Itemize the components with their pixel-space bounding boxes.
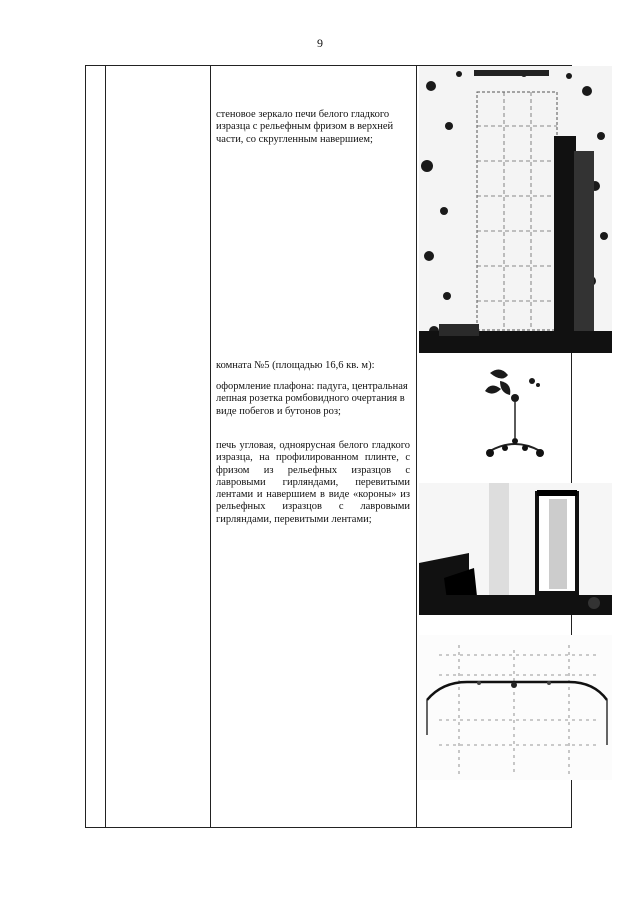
column-divider	[105, 66, 106, 827]
column-divider	[210, 66, 211, 827]
tiled-stove-mirror-photo	[419, 66, 612, 353]
mirror-description: стеновое зеркало печи белого гладкого изразца с рельефным фризом в верхней части, со скругленным навершием;	[216, 109, 394, 145]
ceiling-rosette-photo	[470, 363, 560, 473]
page-number: 9	[317, 36, 323, 50]
ceiling-description: оформление плафона: падуга, центральная лепная розетка ромбовидного очертания в виде побегов и бутонов роз;	[216, 381, 408, 417]
stove-description: печь угловая, одноярусная белого гладкого изразца, на профилированном плинте, с фризом из рельефных изразцов с лавровыми гирляндами, перевитыми лентами и навершием в виде «короны» из рельефных изразцов с лавровыми гирляндами, перевитыми лентами;	[216, 440, 410, 525]
ceiling-cornice-photo	[419, 635, 612, 780]
column-divider	[416, 66, 417, 827]
corner-stove-photo	[419, 483, 612, 615]
room-heading: комната №5 (площадью 16,6 кв. м):	[216, 360, 375, 371]
